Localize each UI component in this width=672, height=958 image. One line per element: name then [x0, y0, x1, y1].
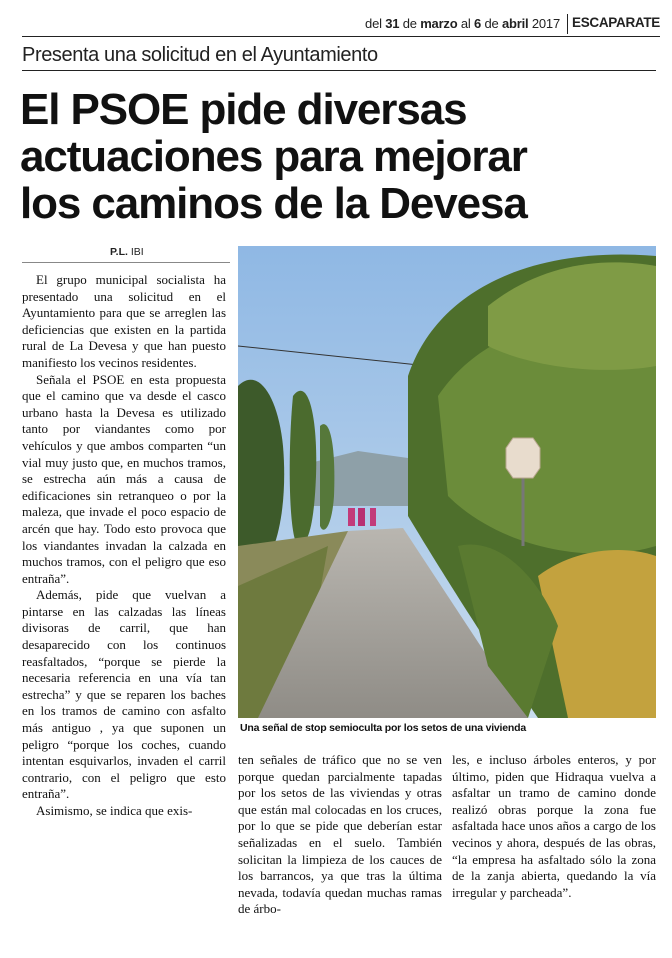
section-name: ESCAPARATE [571, 15, 660, 30]
paragraph: ten señales de tráfico que no se ven porque quedan parcialmente tapadas por los setos de las viviendas y otras que están mal colocadas en los cruces, por lo que se pide que deberían estar señalizadas en el suelo. También solicitan la limpieza de los cauces de los barrancos, ya que tras la última nevada, todavía quedan muchas ramas de árbo- [238, 752, 442, 917]
paragraph: Además, pide que vuelvan a pintarse en las calzadas las líneas divisoras de carril, que han desaparecido con los continuos reasfaltados, “porque se pierde la necesaria referencia en una vía tan estrecha” y que se reparen los baches en los tramos de camino con asfalto más antiguo , ya que suponen un peligro “porque los coches, cuando intentan esquivarlos, invaden el carril contrario, con el peligro que esto entraña”. [22, 587, 226, 802]
article-column-2 [238, 752, 442, 918]
header-divider [567, 14, 568, 34]
photo-caption: Una señal de stop semioculta por los setos de una vivienda [240, 722, 526, 734]
road-photo-illustration [238, 246, 656, 718]
paragraph: Señala el PSOE en esta propuesta que el camino que va desde el casco urbano hasta la Devesa es utilizado tanto por viandantes como por vehículos y que ambos comparten “un vial muy justo que, en muchos tramos, se estrecha aún más a causa de edificaciones sin retranqueo o por la maleza, que invade el poco espacio de arcén que hay. Todo esto provoca que los viandantes invadan la calzada en muchos tramos, con el peligro que eso entraña”. [22, 371, 226, 586]
page-header [22, 14, 660, 37]
article-column-3 [452, 752, 656, 901]
article-photo [238, 246, 656, 718]
issue-date: del 31 de marzo al 6 de abril 2017 [365, 16, 560, 31]
byline-rule [22, 262, 230, 263]
byline [110, 246, 230, 258]
byline-place: IBI [130, 246, 144, 258]
headline-line: El PSOE pide diversas [20, 85, 467, 134]
article-kicker: Presenta una solicitud en el Ayuntamiento [22, 44, 656, 71]
headline-line: los caminos de la Devesa [20, 179, 527, 228]
headline-line: actuaciones para mejorar [20, 132, 527, 181]
article-column-1 [22, 272, 226, 820]
paragraph: les, e incluso árboles enteros, y por último, piden que Hidraqua vuelva a asfaltar un tramo de camino donde realizó obras porque la zona fue asfaltada hace unos años a cargo de los vecinos y ahora, después de las obras, “la empresa ha asfaltado sólo la zona de la zanja abierta, quedando la vía irregular y parcheada”. [452, 752, 656, 900]
paragraph: Asimismo, se indica que exis- [36, 803, 193, 818]
article-headline [20, 86, 660, 227]
byline-author: P.L. [110, 246, 128, 258]
paragraph: El grupo municipal socialista ha presentado una solicitud en el Ayuntamiento para que se arreglen las deficiencias que existen en la partida rural de La Devesa y que han puesto manifiesto los vecinos residentes. [22, 272, 226, 370]
